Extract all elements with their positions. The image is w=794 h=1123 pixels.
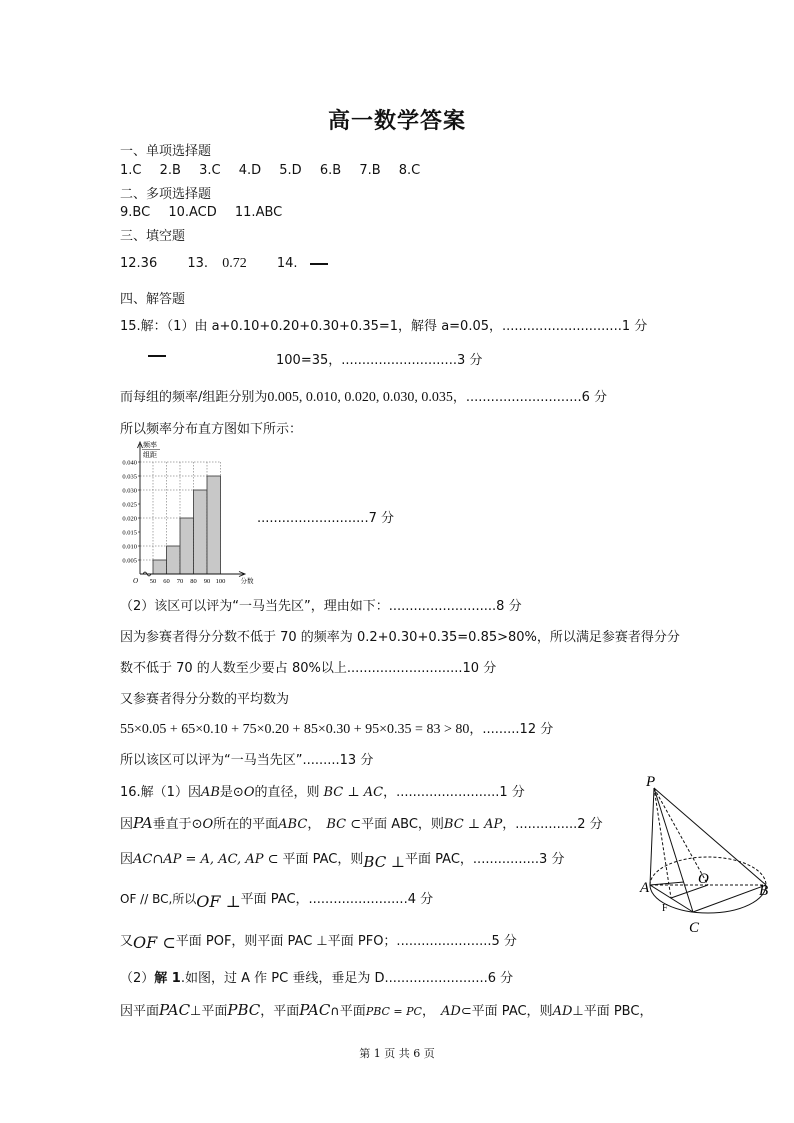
q15-line: （2）该区可以评为“一马当先区”，理由如下：..........................8 分	[120, 599, 522, 614]
q16-line	[120, 930, 517, 952]
section-heading: 一、单项选择题	[120, 144, 212, 159]
y-tick-label: 0.030	[122, 487, 137, 495]
q16-line	[120, 1000, 652, 1019]
label-F: F	[662, 903, 668, 914]
edge-PF	[654, 788, 671, 898]
edge-PC	[654, 788, 693, 912]
q16-text: .如图，过 A 作 PC 垂线，垂足为 D.........................6 分	[180, 971, 514, 986]
x-tick-label: 100	[215, 578, 226, 585]
multi-answer: 10.ACD	[168, 205, 217, 220]
q16-text: 的直径，则	[254, 785, 320, 800]
y-tick-label: 0.025	[122, 501, 137, 509]
q16-line	[120, 888, 434, 911]
q16-text: 是⊙	[219, 785, 244, 800]
multi-answer: 9.BC	[120, 205, 151, 220]
q16-math: PBC = PC	[365, 1005, 422, 1018]
section-heading: 二、多项选择题	[120, 187, 212, 202]
edge-BC	[693, 883, 769, 912]
q16-text: OF // BC,所以	[120, 892, 197, 906]
y-tick-label: 0.040	[122, 459, 137, 467]
q15-math: 55×0.05 + 65×0.10 + 75×0.20 + 85×0.30 + 95×0.35 = 83 > 80	[120, 722, 470, 737]
page-title: 高一数学答案	[327, 109, 466, 134]
bar-50-60	[153, 560, 167, 574]
q15-line: 数不低于 70 的人数至少要占 80%以上............................10 分	[120, 661, 497, 676]
y-axis-label-bottom: 组距	[143, 451, 157, 459]
x-tick-label: 50	[149, 578, 157, 585]
fill-answer-13: 0.72	[222, 256, 247, 271]
q16-text: 平面 PAC，........................4 分	[240, 892, 434, 907]
q16-text: 因	[120, 852, 134, 867]
q16-text: ，.........................1 分	[383, 785, 525, 800]
q15-text: ，............................6 分	[452, 390, 607, 405]
x-tick-label: 90	[203, 578, 211, 585]
x-tick-label: 80	[190, 578, 197, 585]
q16-line	[120, 781, 525, 800]
q16-math: ABC	[278, 817, 308, 832]
bar-90-100	[207, 476, 221, 574]
fraction-bar	[148, 348, 166, 363]
q16-math: AB	[200, 785, 220, 800]
edge-PB	[654, 788, 766, 885]
histogram	[116, 436, 254, 586]
x-tick-label: 70	[176, 578, 184, 585]
label-P: P	[646, 774, 656, 790]
mc-answer: 6.B	[319, 163, 342, 178]
y-tick-label: 0.005	[122, 557, 137, 565]
q16-line	[120, 967, 513, 986]
q16-math: AD	[440, 1004, 461, 1019]
edge-PA	[650, 788, 654, 885]
q16-text: 垂直于⊙	[152, 817, 203, 832]
mc-answer-row	[120, 163, 420, 178]
q16-text: 平面 POF，则平面 PAC ⊥平面 PFO；.......................5 分	[175, 934, 517, 949]
q16-math: AC∩AP = A, AC, AP ⊂	[133, 852, 279, 867]
q16-text: 平面 PAC，................3 分	[405, 852, 565, 867]
q16-text: ，	[421, 1004, 435, 1019]
origin-label: O	[133, 577, 139, 585]
section-heading: 四、解答题	[120, 292, 186, 307]
page-footer: 第 1 页 共 6 页	[359, 1047, 435, 1060]
q15-line: ...........................7 分	[257, 511, 394, 526]
q15-line: 15.解：（1）由 a+0.10+0.20+0.30+0.35=1，解得 a=0.05，.............................1 分	[120, 319, 648, 334]
y-tick-label: 0.035	[122, 473, 137, 481]
y-tick-label: 0.020	[122, 515, 137, 523]
q16-text: 所在的平面	[213, 817, 279, 832]
x-axis-label: 分数	[240, 578, 254, 585]
q15-text: 而每组的频率/组距分别为	[120, 390, 268, 405]
q16-line	[120, 848, 565, 871]
q15-text: ，.........12 分	[469, 722, 554, 737]
q16-text: 16.解（1）因	[120, 785, 201, 800]
q16-math: BC ⊥	[363, 853, 406, 871]
q16-math: PAC	[299, 1001, 331, 1019]
q15-line: 所以该区可以评为“一马当先区”.........13 分	[120, 753, 374, 768]
q15-line: 所以频率分布直方图如下所示：	[120, 422, 303, 437]
q15-line: 因为参赛者得分分数不低于 70 的频率为 0.2+0.30+0.35=0.85>80%，所以满足参赛者得分分	[120, 630, 680, 645]
q16-math: OF ⊥	[196, 892, 241, 911]
y-axis-label-top: 频率	[143, 441, 157, 449]
q16-text: 解 1	[154, 971, 181, 986]
q16-math: OF ⊂	[133, 933, 176, 952]
q15-line: 100=35，............................3 分	[276, 353, 483, 368]
q16-text: 平面 PAC，则	[282, 852, 364, 867]
q16-math: BC ⊥ AC	[323, 785, 384, 800]
label-B: B	[759, 883, 769, 899]
q16-text: ⊂平面 PAC，则	[460, 1004, 553, 1019]
q16-text: （2）	[120, 971, 155, 986]
y-tick-label: 0.015	[122, 529, 137, 537]
q16-text: ∩平面	[330, 1004, 366, 1019]
q16-text: 平面 ABC，则	[361, 817, 444, 832]
multi-answer-row	[120, 205, 282, 220]
mc-answer: 3.C	[199, 163, 221, 178]
q16-math: PBC	[227, 1001, 261, 1019]
y-tick-label: 0.010	[122, 543, 137, 551]
q16-text: ，平面	[260, 1004, 300, 1019]
q15-line: 又参赛者得分分数的平均数为	[120, 692, 290, 707]
q16-line	[120, 813, 603, 832]
fill-label-14: 14.	[276, 256, 298, 271]
label-A: A	[640, 880, 650, 896]
mc-answer: 5.D	[279, 163, 302, 178]
mc-answer: 4.D	[238, 163, 262, 178]
bar-80-90	[194, 490, 208, 574]
q16-math: BC ⊂	[326, 817, 362, 832]
q15-line	[120, 718, 553, 738]
label-C: C	[689, 920, 700, 936]
fill-answer-12: 12.36	[120, 256, 158, 271]
bar-70-80	[180, 518, 194, 574]
q16-text: ，...............2 分	[502, 817, 603, 832]
x-tick-label: 60	[163, 578, 170, 585]
bar-60-70	[167, 546, 181, 574]
q15-math: 0.005, 0.010, 0.020, 0.030, 0.035	[267, 390, 453, 405]
mc-answer: 2.B	[159, 163, 181, 178]
mc-answer: 1.C	[120, 163, 142, 178]
q16-math: O	[243, 785, 255, 800]
q16-math: AD	[552, 1004, 573, 1019]
cone-figure	[636, 772, 776, 942]
q16-text: 因	[120, 817, 134, 832]
q16-text: ⊥平面	[190, 1004, 228, 1019]
q16-text: ，	[307, 817, 321, 832]
fill-answer-row	[120, 256, 328, 272]
q16-math: PA	[133, 814, 153, 832]
section-heading: 三、填空题	[120, 229, 186, 244]
q16-math: BC ⊥ AP	[443, 817, 503, 832]
fraction-bar	[310, 263, 328, 265]
q16-math: O	[202, 817, 214, 832]
q16-text: 因平面	[120, 1004, 160, 1019]
q16-math: PAC	[159, 1001, 191, 1019]
q15-line	[120, 386, 607, 406]
q16-text: 又	[120, 934, 134, 949]
q16-text: ⊥平面 PBC，	[572, 1004, 653, 1019]
mc-answer: 7.B	[359, 163, 381, 178]
label-O: O	[698, 871, 709, 887]
mc-answer: 8.C	[398, 163, 421, 178]
fill-label-13: 13.	[187, 256, 209, 271]
multi-answer: 11.ABC	[234, 205, 283, 220]
